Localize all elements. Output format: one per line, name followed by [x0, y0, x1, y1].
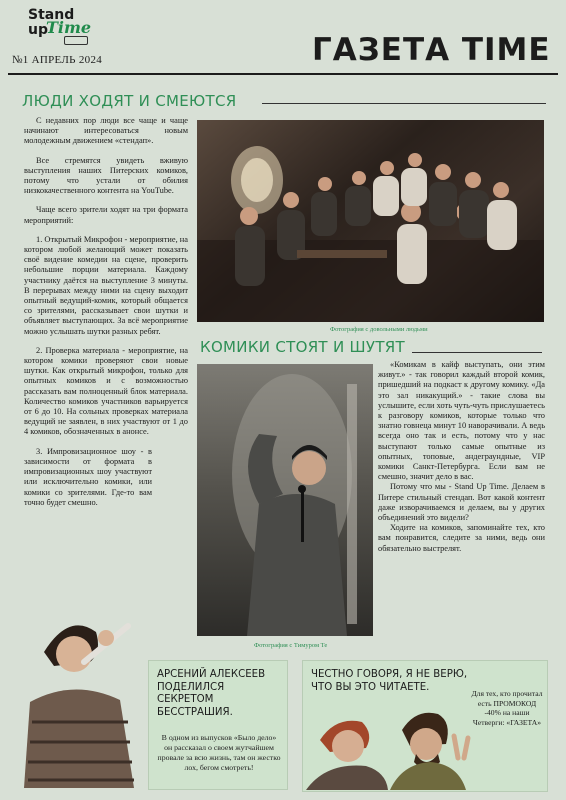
article-paragraph: Ходите на комиков, запоминайте тех, кто вам понравится, следите за ними, ведь они обязательно выстрелят.: [378, 523, 545, 553]
section-heading-comedians: КОМИКИ СТОЯТ И ШУТЯТ: [200, 338, 405, 356]
box-title: ЧЕСТНО ГОВОРЯ, Я НЕ ВЕРЮ, ЧТО ВЫ ЭТО ЧИТАЕТЕ.: [311, 669, 468, 693]
photo-caption: Фотография с довольными людьми: [330, 326, 428, 333]
comedian-photo: [197, 364, 373, 636]
article-paragraph: С недавних пор люди все чаще и чаще начинают интересоваться новым молодежным движением «стендап».: [24, 116, 188, 146]
promo-box-arseny: [148, 660, 288, 790]
section-heading-people: ЛЮДИ ХОДЯТ И СМЕЮТСЯ: [22, 92, 237, 110]
newspaper-title: ГАЗЕТА TIME: [312, 32, 551, 68]
heading-rule: [412, 352, 542, 353]
box-text: В одном из выпусков «Было дело» он рассказал о своем жутчайшем провале за всю жизнь, там он жестко лох, бегом смотреть!: [157, 733, 281, 772]
stand-up-time-logo: [28, 8, 98, 46]
box-promo-text: Для тех, кто прочитал есть ПРОМОКОД -40% на наши Четверги: «ГАЗЕТА»: [471, 689, 543, 727]
article-column-left: [24, 116, 188, 517]
comedians-duo-photo: [306, 700, 476, 790]
article-paragraph: 1. Открытый Микрофон - мероприятие, на котором любой желающий может показать своё видение комедии на сцене, проверить небольшие порции материала. Каждому участнику даётся на выступление 3 минуты. В перерывах между ними на сцену выходит опытный ведущий-комик, который общается со зрителями, рассказывает свои шутки и объявляет выступающих. За всё мероприятие можно услышать шутки разных ребят.: [24, 234, 188, 336]
masthead-divider: [8, 73, 558, 75]
article-paragraph: Потому что мы - Stand Up Time. Делаем в Питере стильный стендап. Вот какой контент даже изворачиваемся и делаем, вы у других объединений это видели?: [378, 482, 545, 523]
logo-badge: [64, 36, 88, 45]
logo-text-time: Time: [46, 18, 92, 37]
article-paragraph: Чаще всего зрители ходят на три формата мероприятий:: [24, 205, 188, 225]
logo-text-stand: Stand: [28, 7, 75, 23]
box-title: АРСЕНИЙ АЛЕКСЕЕВ ПОДЕЛИЛСЯ СЕКРЕТОМ БЕССТРАШИЯ.: [157, 669, 266, 718]
article-paragraph: 2. Проверка материала - мероприятие, на котором комики проверяют свои новые шутки. Как открытый микрофон, только для опытных комиков и с возможностью рассказать вам полноценный блок материала. Количество комиков участников варьируется от 6 до 10. На сольных проверках материала ведущий не заявлен, в них участвуют от 1 до 4 комиков, обозначенных в анонсе.: [24, 345, 188, 437]
article-paragraph: Все стремятся увидеть вживую выступления наших Питерских комиков, потому что устали от обилия низкокачественного контента на YouTube.: [24, 155, 188, 196]
photo-caption: Фотография с Тимуром Те: [254, 642, 328, 649]
article-column-right: [378, 360, 545, 554]
issue-date: №1 АПРЕЛЬ 2024: [12, 54, 103, 66]
heading-rule: [262, 103, 546, 104]
article-paragraph: 3. Импровизационное шоу - в зависимости от формата в импровизационных шоу участвуют или исключительно комики, или комики со зрителями. Где-то вам точно будет смешно.: [24, 446, 152, 507]
audience-photo: [197, 120, 544, 322]
article-paragraph: «Комикам в кайф выступать, они этим живут.» - так говорил каждый второй комик, пришедший на подкаст к другому комику. «Да это зал никакущий.» - такие слова вы услышите, если хоть чуть-чуть прислушаетесь к разговору комиков, которые только что знатно говнеца минут 10 наворачивали. А ведь всегда оно так и есть, потому что у нас выступают только самые опытные из опытных, топовые, андеграундные, VIP комики Санкт-Петербурга. Если вам не смешно, значит дело в вас.: [378, 360, 546, 482]
logo-text-up: up: [28, 22, 48, 38]
arseny-photo: [24, 592, 154, 788]
